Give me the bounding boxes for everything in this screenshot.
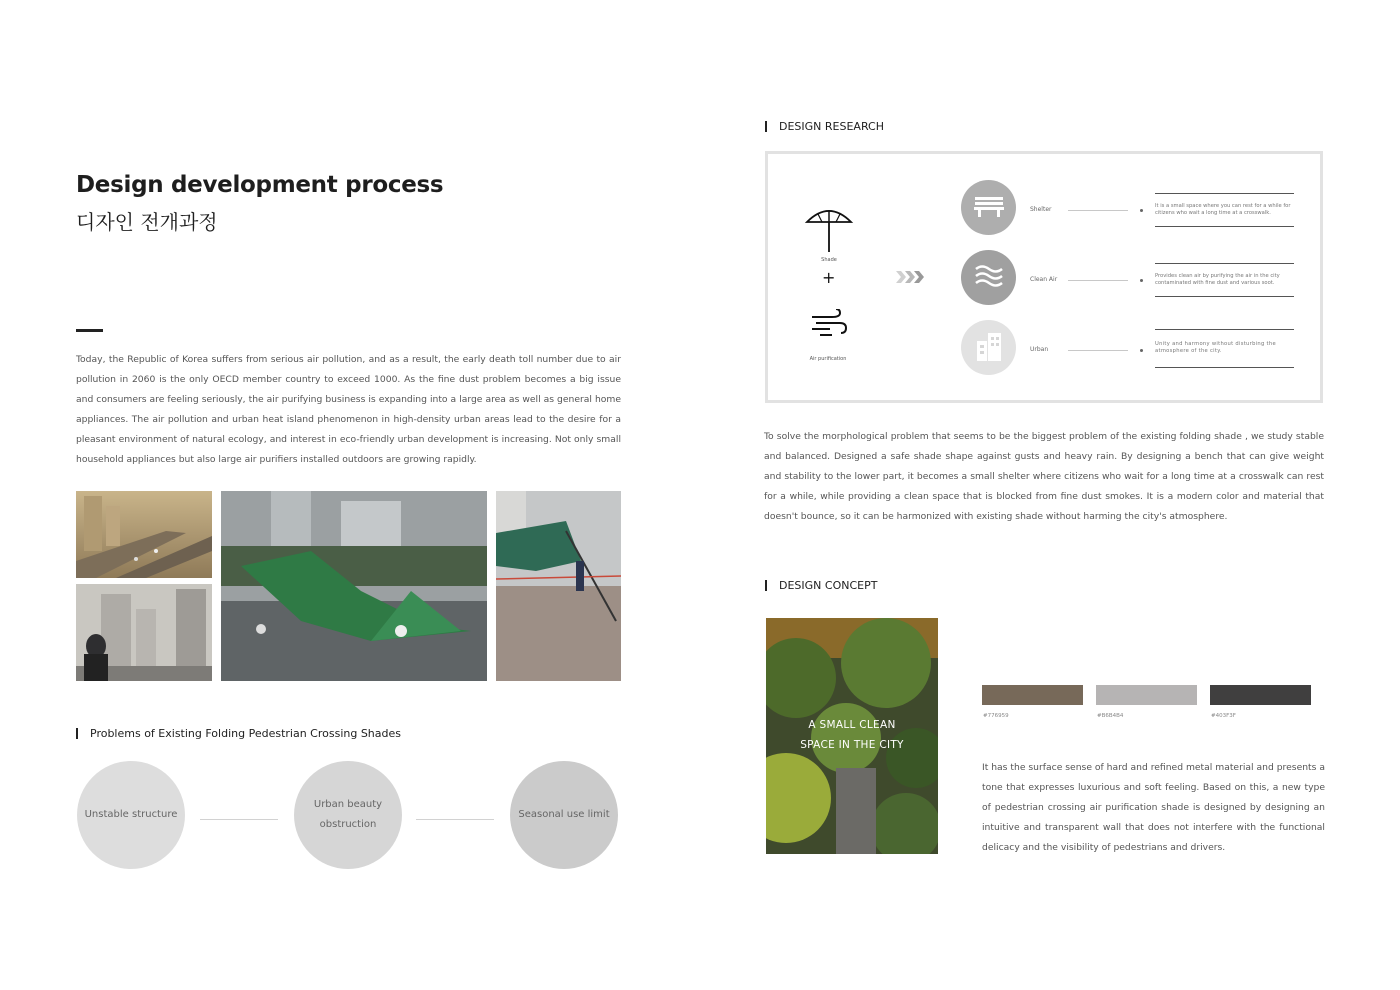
row-rule-bottom: [1155, 226, 1294, 227]
wind-icon: [810, 309, 848, 343]
research-diagram: [765, 151, 1323, 403]
row-line: [1068, 280, 1128, 281]
row-dot: [1140, 209, 1143, 212]
smog-highway-photo: [76, 491, 212, 578]
concept-overlay-line2: SPACE IN THE CITY: [800, 739, 904, 751]
concept-heading: [765, 579, 877, 592]
plus-sign: +: [822, 268, 836, 287]
shelter-label: Shelter: [1030, 206, 1052, 213]
row-dot: [1140, 349, 1143, 352]
row-dot: [1140, 279, 1143, 282]
row-rule-top: [1155, 263, 1294, 264]
buildings-icon: [975, 331, 1003, 365]
concept-photo: [766, 618, 938, 854]
concept-heading-text: DESIGN CONCEPT: [779, 579, 878, 592]
problem-connector: [416, 819, 494, 820]
color-swatch-1: [982, 685, 1083, 705]
row-line: [1068, 350, 1128, 351]
urban-circle: [961, 320, 1016, 375]
problems-heading: [76, 727, 401, 740]
shelter-desc: It is a small space where you can rest for a while for citizens who wait a long time at a crosswalk.: [1155, 203, 1291, 216]
heading-bar: [765, 121, 767, 132]
waves-icon: [974, 264, 1004, 292]
title-divider: [76, 329, 103, 332]
shade-caption: Shade: [821, 257, 837, 263]
intro-paragraph: Today, the Republic of Korea suffers from serious air pollution, and as a result, the early death toll number due to air pollution in 2060 is the only OECD member country to exceed 1000. As the fine dust problem becomes a big issue and consumers are feeling seriously, the air purifying business is expanding into a large area as well as general home appliances. The air pollution and urban heat island phenomenon in high-density urban areas lead to the desire for a pleasant environment of natural ecology, and interest in eco-friendly urban development is increasing. Not only small household appliances but also large air purifiers installed outdoors are growing rapidly.: [76, 354, 621, 465]
fallen-shade-photo: [496, 491, 621, 681]
problem-circle-1: [77, 761, 185, 869]
heading-bar: [765, 580, 767, 591]
row-rule-top: [1155, 329, 1294, 330]
smog-street-photo: [76, 584, 212, 681]
shelter-circle: [961, 180, 1016, 235]
chevrons-arrow-icon: [896, 269, 924, 289]
problem-label: Seasonal use limit: [518, 809, 610, 820]
row-rule-bottom: [1155, 296, 1294, 297]
air-caption: Air purification: [809, 356, 847, 362]
clean-air-label: Clean Air: [1030, 276, 1058, 283]
problem-circle-2: [294, 761, 402, 869]
concept-overlay-line1: A SMALL CLEAN: [808, 719, 896, 731]
concept-paragraph: It has the surface sense of hard and refined metal material and presents a tone that expresses luxurious and soft feeling. Based on this, a new type of pedestrian crossing air purification shade is designed by designing an intuitive and transparent wall that does not interfere with the functional delicacy and the visibility of pedestrians and drivers.: [982, 762, 1325, 853]
research-paragraph: To solve the morphological problem that seems to be the biggest problem of the existing folding shade , we study stable and balanced. Designed a safe shade shape against gusts and heavy rain. By designing a bench that can give weight and stability to the lower part, it becomes a small shelter where citizens who wait for a long time at a crosswalk can rest for a while, while providing a clean space that is blocked from fine dust smokes. It is a modern color and material that doesn't bounce, so it can be harmonized with existing shade without harming the city's atmosphere.: [764, 431, 1324, 522]
broken-shade-photo: [221, 491, 487, 681]
row-rule-bottom: [1155, 367, 1294, 368]
umbrella-icon: [804, 202, 854, 258]
research-heading: [765, 120, 884, 133]
clean-air-circle: [961, 250, 1016, 305]
urban-label: Urban: [1030, 346, 1049, 353]
row-rule-top: [1155, 193, 1294, 194]
row-line: [1068, 210, 1128, 211]
problem-connector: [200, 819, 278, 820]
page-subtitle-korean: 디자인 전개과정: [76, 210, 218, 234]
problem-label: Unstable structure: [84, 809, 178, 820]
color-swatch-3: [1210, 685, 1311, 705]
bench-icon: [974, 195, 1004, 221]
problems-heading-text: Problems of Existing Folding Pedestrian Crossing Shades: [90, 727, 402, 740]
swatch-label: #776959: [983, 713, 1009, 719]
swatch-label: #B6B4B4: [1097, 713, 1124, 719]
color-swatch-2: [1096, 685, 1197, 705]
problem-label: Urban beauty obstruction: [313, 799, 383, 830]
swatch-label: #403F3F: [1211, 713, 1236, 719]
clean-air-desc: Provides clean air by purifying the air in the city contaminated with fine dust and various soot.: [1155, 273, 1280, 286]
heading-bar: [76, 728, 78, 739]
problem-circle-3: [510, 761, 618, 869]
urban-desc: Unity and harmony without disturbing the atmosphere of the city.: [1155, 341, 1276, 354]
page-title: Design development process: [76, 172, 444, 198]
research-heading-text: DESIGN RESEARCH: [779, 120, 884, 133]
